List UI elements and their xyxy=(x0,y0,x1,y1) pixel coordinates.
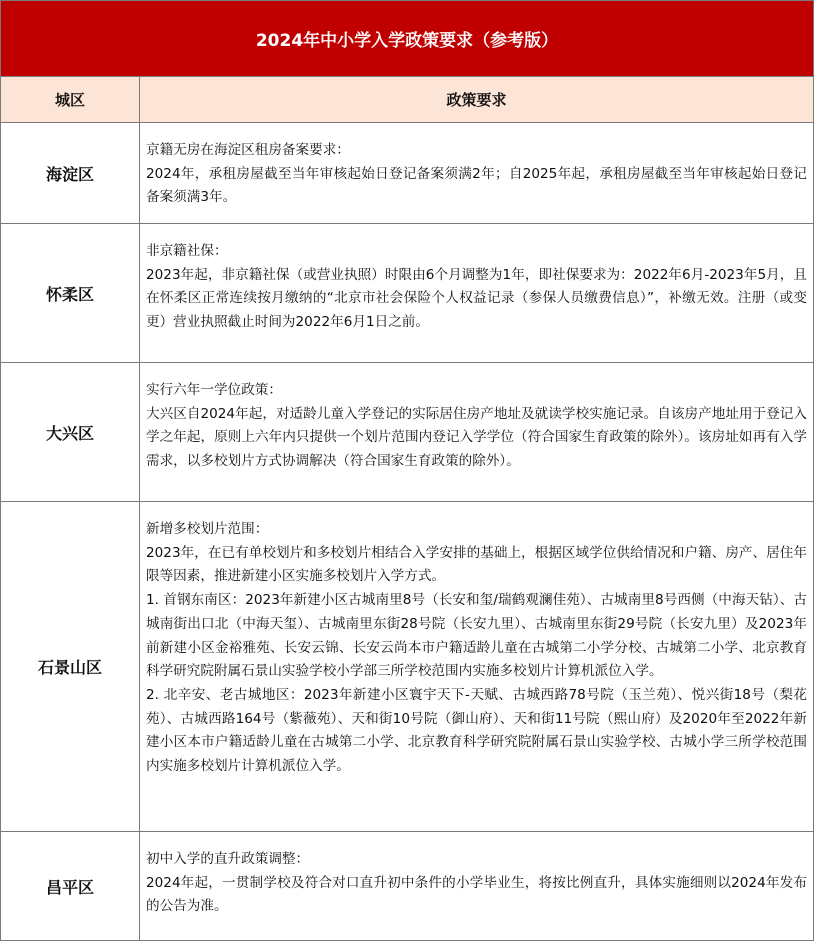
policy-cell xyxy=(140,123,813,223)
policy-line: 1. 首钢东南区：2023年新建小区古城南里8号（长安和玺/瑞鹤观澜佳苑）、古城南里8号西侧（中海天钻）、古城南街出口北（中海天玺）、古城南里东街28号院（长安九里）、古城南里东街29号院（长安九里）及2023年前新建小区金裕雅苑、长安云锦、长安云尚本市户籍适龄儿童在古城第二小学分校、古城第二小学、北京教育科学研究院附属石景山实验学校小学部三所学校范围内实施多校划片计算机派位入学。 xyxy=(146,592,807,680)
table-title: 2024年中小学入学政策要求（参考版） xyxy=(1,1,813,77)
policy-line: 京籍无房在海淀区租房备案要求： xyxy=(146,142,350,158)
policy-cell xyxy=(140,832,813,940)
policy-line: 大兴区自2024年起，对适龄儿童入学登记的实际居住房产地址及就读学校实施记录。自该房产地址用于登记入学之年起，原则上六年内只提供一个划片范围内登记入学学位（符合国家生育政策的除外）。该房址如再有入学需求，以多校划片方式协调解决（符合国家生育政策的除外）。 xyxy=(146,405,807,470)
header-policy: 政策要求 xyxy=(446,91,507,109)
table-row-changping xyxy=(1,832,813,940)
policy-line: 2023年起，非京籍社保（或营业执照）时限由6个月调整为1年，即社保要求为：2022年6月-2023年5月，且在怀柔区正常连续按月缴纳的“北京市社会保险个人权益记录（参保人员缴费信息）”，补缴无效。注册（或变更）营业执照截止时间为2022年6月1日之前。 xyxy=(146,266,807,331)
policy-line: 实行六年一学位政策： xyxy=(146,382,282,398)
table-row-haidian xyxy=(1,123,813,224)
policy-line: 2023年，在已有单校划片和多校划片相结合入学安排的基础上，根据区域学位供给情况和户籍、房产、居住年限等因素，推进新建小区实施多校划片入学方式。 xyxy=(146,544,807,585)
district-cell: 海淀区 xyxy=(1,123,140,223)
policy-line: 新增多校划片范围： xyxy=(146,521,269,537)
table-row-shijingshan xyxy=(1,502,813,832)
policy-line: 非京籍社保： xyxy=(146,243,228,259)
district-cell: 怀柔区 xyxy=(1,224,140,362)
policy-line: 2. 北辛安、老古城地区：2023年新建小区寰宇天下-天赋、古城西路78号院（玉兰苑）、悦兴街18号（梨花苑）、古城西路164号（紫薇苑）、天和街10号院（御山府）、天和街11号院（熙山府）及2020年至2022年新建小区本市户籍适龄儿童在古城第二小学、北京教育科学研究院附属石景山实验学校、古城小学三所学校范围内实施多校划片计算机派位入学。 xyxy=(146,686,807,775)
header-district: 城区 xyxy=(1,77,140,122)
district-cell: 石景山区 xyxy=(1,502,140,831)
table-row-huairou xyxy=(1,224,813,363)
table-header-row xyxy=(1,77,813,123)
policy-line: 2024年起，一贯制学校及符合对口直升初中条件的小学毕业生，将按比例直升，具体实施细则以2024年发布的公告为准。 xyxy=(146,874,807,915)
policy-line: 2024年，承租房屋截至当年审核起始日登记备案须满2年；自2025年起，承租房屋截至当年审核起始日登记备案须满3年。 xyxy=(146,165,807,206)
policy-cell xyxy=(140,224,813,362)
policy-cell xyxy=(140,502,813,831)
policy-cell xyxy=(140,363,813,501)
district-cell: 昌平区 xyxy=(1,832,140,940)
district-cell: 大兴区 xyxy=(1,363,140,501)
table-row-daxing xyxy=(1,363,813,502)
policy-line: 初中入学的直升政策调整： xyxy=(146,851,310,867)
